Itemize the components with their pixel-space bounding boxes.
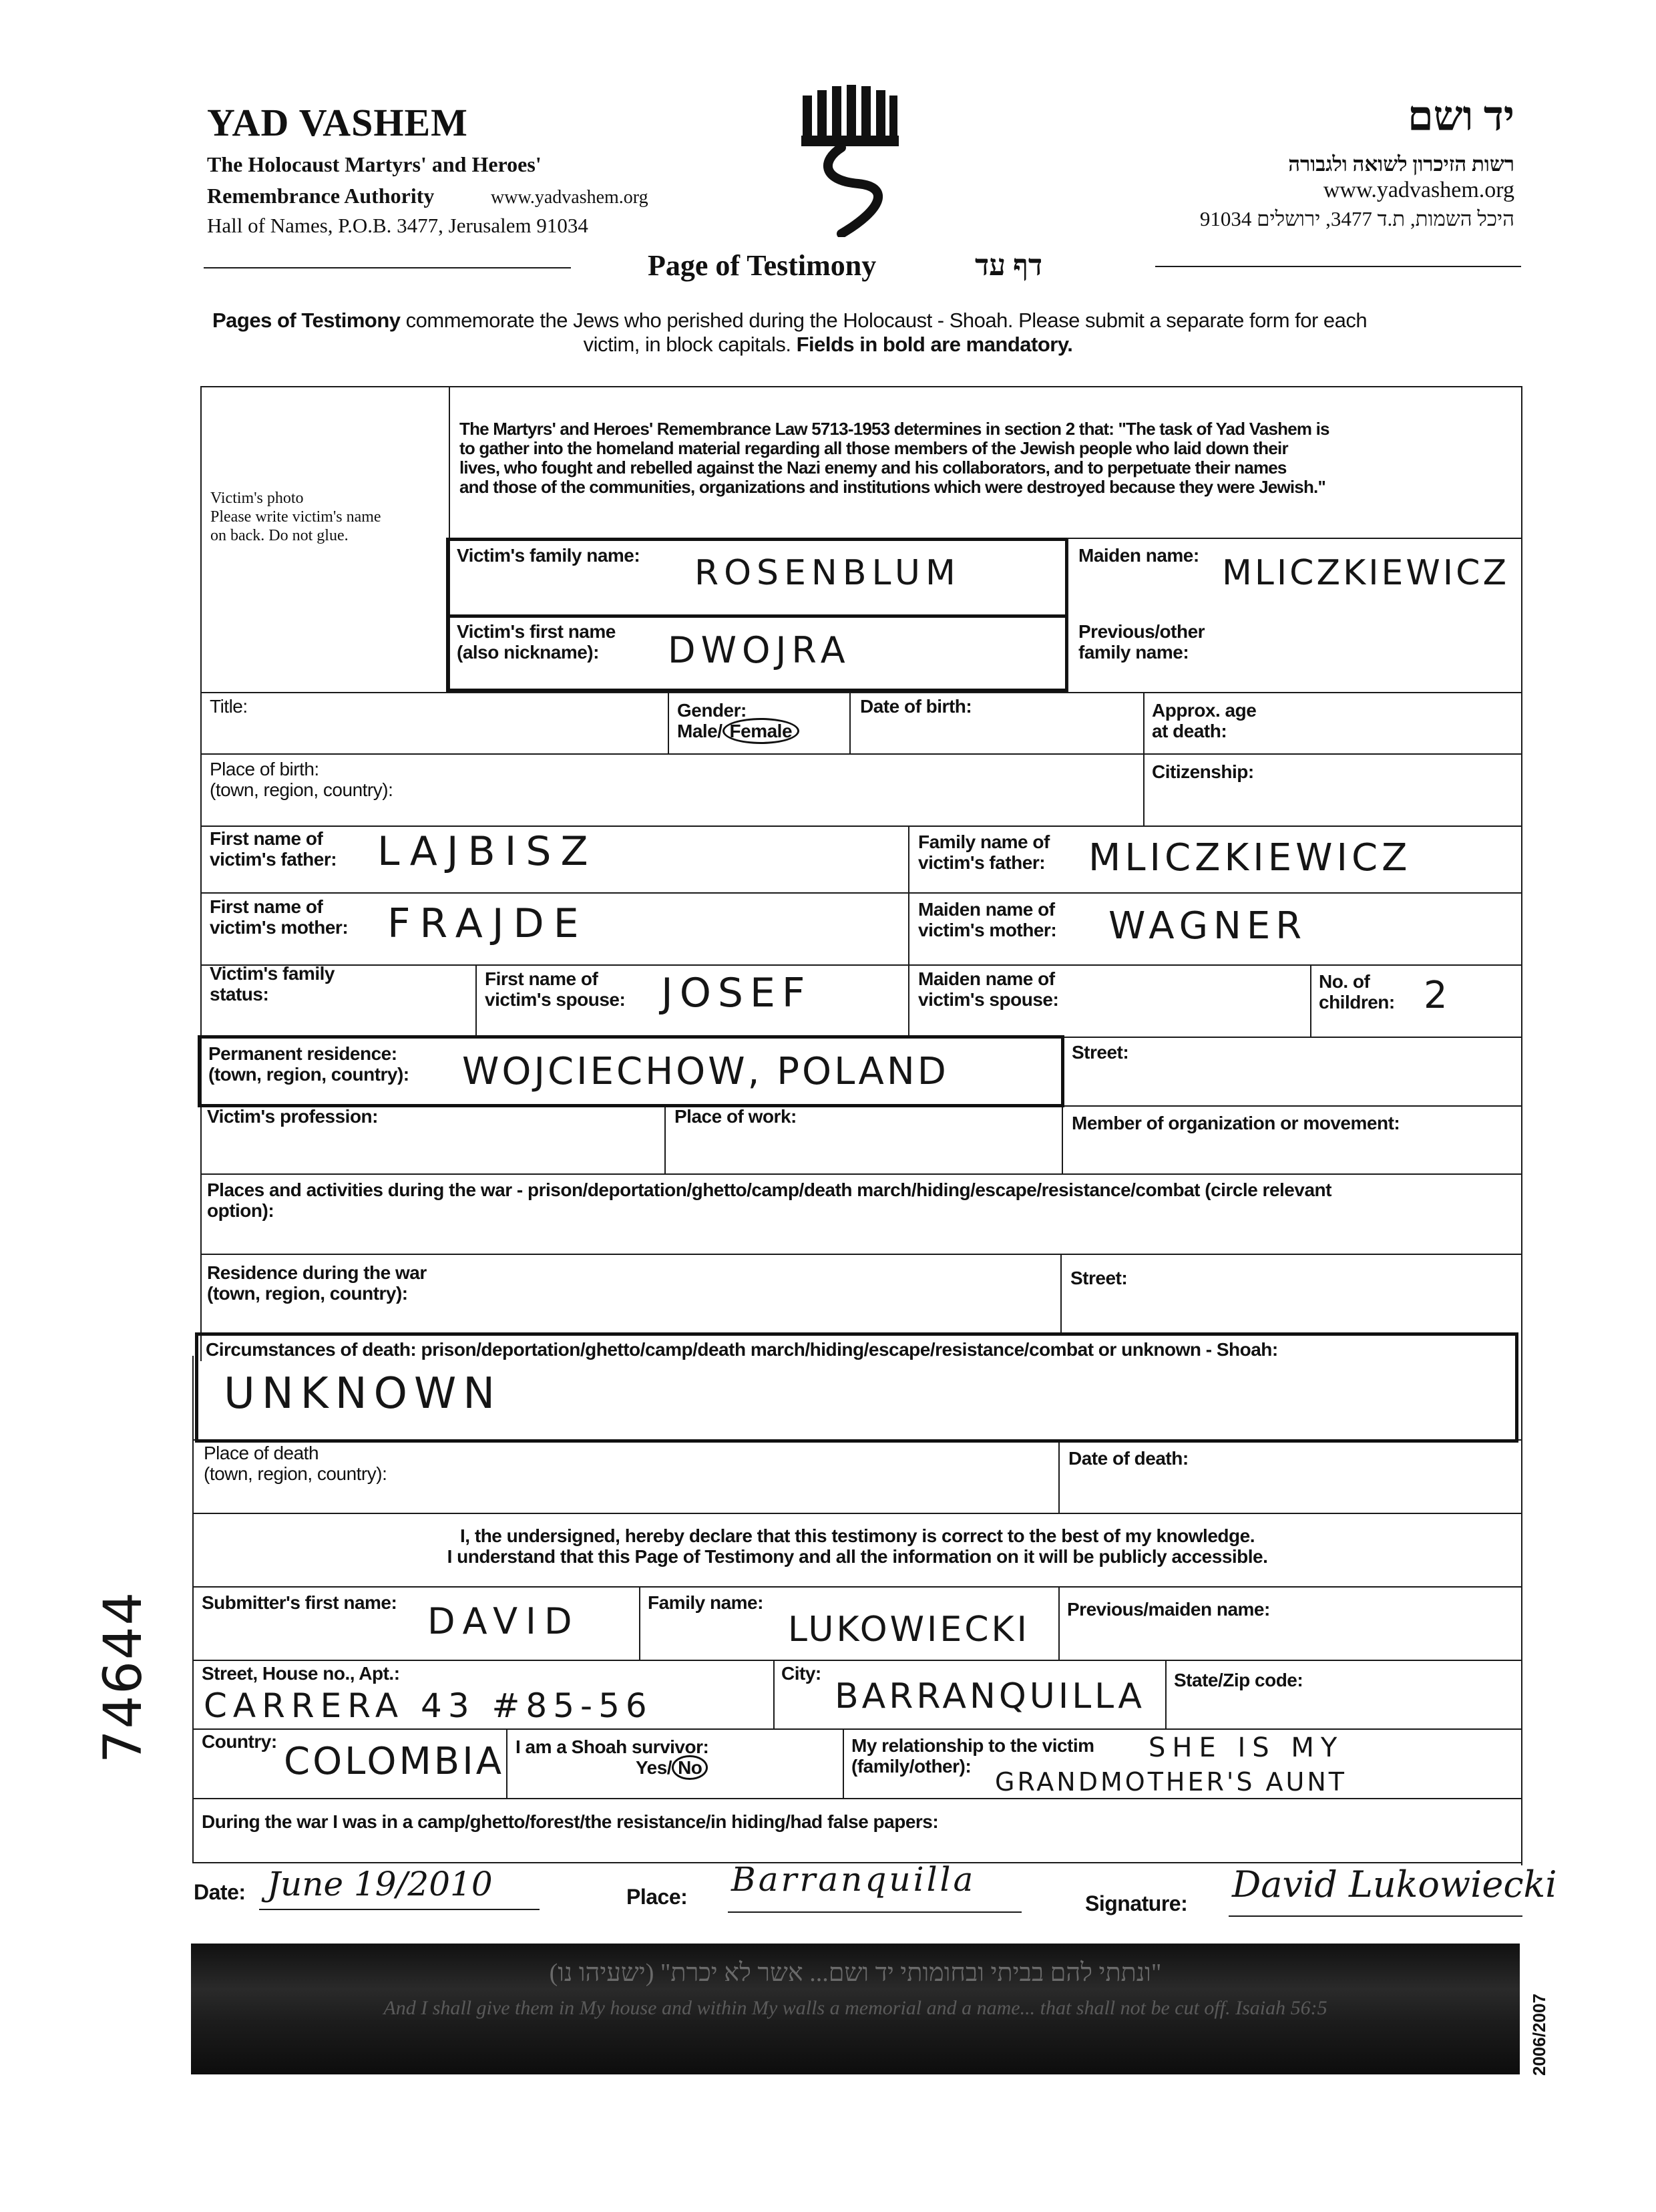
age-label-1: Approx. age — [1152, 700, 1257, 721]
residence-label-2: (town, region, country): — [208, 1064, 409, 1085]
law-line-4: and those of the communities, organizations and institutions which were destroyed because they were Jewish." — [459, 477, 1325, 497]
submitter-div-1 — [639, 1586, 640, 1660]
declaration-line-1: I, the undersigned, hereby declare that this testimony is correct to the best of my knowledge. — [460, 1525, 1255, 1546]
hebrew-website: www.yadvashem.org — [1323, 178, 1514, 202]
row-declaration-top — [194, 1513, 1521, 1514]
father-first-label-1: First name of — [210, 828, 323, 849]
spouse-first-label-2: victim's spouse: — [485, 989, 626, 1010]
street-div-2 — [1165, 1660, 1167, 1730]
submitter-state-label: State/Zip code: — [1174, 1670, 1303, 1690]
intro-line-1 — [212, 309, 1514, 333]
submitter-first-label: Submitter's first name: — [202, 1592, 397, 1613]
father-first-label-2: victim's father: — [210, 849, 337, 870]
frame-left — [200, 386, 202, 1361]
row-father-top — [200, 825, 1521, 827]
father-first-label — [210, 828, 337, 870]
org-subtitle-1: The Holocaust Martyrs' and Heroes' — [207, 152, 542, 176]
profession-label: Victim's profession: — [207, 1106, 378, 1127]
father-family-value[interactable]: MLICZKIEWICZ — [1088, 836, 1412, 880]
pob-label — [210, 759, 393, 800]
submitter-family-label: Family name: — [648, 1592, 763, 1613]
spouse-maiden-label-1: Maiden name of — [918, 968, 1055, 989]
row-mother-top — [200, 892, 1521, 894]
residence-label-1: Permanent residence: — [208, 1043, 397, 1064]
death-divider — [1058, 1439, 1060, 1513]
gender-label: Gender: — [677, 700, 747, 721]
status-divider — [475, 964, 477, 1037]
victim-first-name-value[interactable]: DWOJRA — [668, 629, 851, 671]
war-activities-rest: - prison/deportation/ghetto/camp/death march/hiding/escape/resistance/combat (circle relevant — [511, 1179, 1331, 1200]
children-value[interactable]: 2 — [1424, 974, 1453, 1017]
war-residence-label — [207, 1262, 427, 1304]
family-status-label — [210, 963, 335, 1004]
signature-underline — [1229, 1915, 1522, 1917]
yad-vashem-logo — [795, 83, 901, 237]
survivor-label: I am a Shoah survivor: — [515, 1736, 709, 1757]
dob-label: Date of birth: — [860, 696, 972, 717]
frame-left-lower — [192, 1356, 194, 1863]
children-label-2: children: — [1319, 992, 1395, 1012]
previous-name-label-2: family name: — [1078, 642, 1189, 663]
intro-line-2 — [0, 333, 1656, 357]
member-label: Member of organization or movement: — [1072, 1113, 1400, 1133]
gender-female-circled[interactable]: Female — [722, 718, 800, 744]
survivor-field[interactable] — [515, 1736, 708, 1778]
dob-divider — [1143, 692, 1145, 825]
survivor-no-circled[interactable]: No — [672, 1755, 708, 1780]
frame-top — [200, 386, 1522, 387]
street-div-1 — [773, 1660, 775, 1730]
war-street-label: Street: — [1070, 1268, 1128, 1288]
org-website: www.yadvashem.org — [491, 187, 648, 208]
law-line-2: to gather into the homeland material regarding all those members of the Jewish people who laid down their — [459, 438, 1288, 458]
law-text — [459, 419, 1514, 497]
death-place-label-2: (town, region, country): — [204, 1463, 387, 1484]
family-status-label-2: status: — [210, 984, 269, 1004]
death-circ-value[interactable]: UNKNOWN — [224, 1369, 502, 1419]
children-label-1: No. of — [1319, 971, 1370, 992]
first-name-label-1: Victim's first name — [457, 621, 616, 642]
pob-label-2: (town, region, country): — [210, 779, 393, 800]
victim-family-name-label: Victim's family name: — [457, 545, 640, 566]
form-title: Page of Testimony — [648, 249, 877, 282]
war-activities-rest-2: option): — [207, 1200, 274, 1221]
org-name: YAD VASHEM — [207, 101, 468, 144]
father-family-label — [918, 832, 1050, 873]
maiden-vertical — [1067, 538, 1068, 692]
spouse-first-label — [485, 968, 625, 1010]
children-label — [1319, 971, 1395, 1012]
hebrew-org-subtitle: רשות הזיכרון לשואה ולגבורה — [1288, 152, 1514, 176]
maiden-name-value[interactable]: MLICZKIEWICZ — [1222, 553, 1510, 593]
row-duringwar-top — [194, 1798, 1521, 1799]
margin-number: 74644 — [93, 1590, 154, 1763]
street-bottom-rule — [1062, 1105, 1521, 1107]
header-left-rule — [204, 267, 571, 268]
submitter-street-value[interactable]: CARRERA 43 #85-56 — [204, 1686, 653, 1725]
family-status-label-1: Victim's family — [210, 963, 335, 984]
place-value[interactable]: Barranquilla — [731, 1860, 976, 1899]
residence-value[interactable]: WOJCIECHOW, POLAND — [462, 1050, 949, 1093]
mother-first-value[interactable]: FRAJDE — [387, 900, 588, 947]
submitter-city-label: City: — [781, 1663, 821, 1684]
relationship-label-2: (family/other): — [851, 1756, 972, 1777]
intro-rest: commemorate the Jews who perished during the Holocaust - Shoah. Please submit a separate form for each — [400, 309, 1368, 332]
row-street-top — [194, 1660, 1521, 1661]
photo-label: Victim's photo — [210, 490, 304, 507]
citizenship-label: Citizenship: — [1152, 761, 1254, 782]
spouse-maiden-label — [918, 968, 1058, 1010]
previous-name-label-1: Previous/other — [1078, 621, 1205, 642]
date-label: Date: — [194, 1880, 246, 1904]
submitter-first-value[interactable]: DAVID — [427, 1600, 580, 1642]
submitter-div-2 — [1058, 1586, 1060, 1660]
hebrew-org-name: יד ושם — [1407, 94, 1514, 140]
death-date-label: Date of death: — [1068, 1448, 1189, 1469]
intro-bold: Pages of Testimony — [212, 309, 401, 332]
mother-first-label-2: victim's mother: — [210, 917, 349, 938]
submitter-previous-label: Previous/maiden name: — [1067, 1599, 1270, 1620]
country-div-2 — [843, 1728, 844, 1799]
mother-maiden-value[interactable]: WAGNER — [1108, 904, 1307, 948]
org-subtitle-2: Remembrance Authority — [207, 184, 435, 208]
submitter-city-value[interactable]: BARRANQUILLA — [835, 1676, 1145, 1716]
org-address: Hall of Names, P.O.B. 3477, Jerusalem 91034 — [207, 214, 588, 237]
date-value[interactable]: June 19/2010 — [267, 1865, 493, 1903]
header-right-rule — [1155, 266, 1521, 267]
death-place-label-1: Place of death — [204, 1443, 319, 1463]
row-pob-top — [200, 753, 1521, 755]
relationship-label-1: My relationship to the victim — [851, 1735, 1094, 1756]
age-label — [1152, 700, 1256, 741]
declaration-line-2: I understand that this Page of Testimony and all the information on it will be publicly accessible. — [447, 1546, 1268, 1567]
residence-label — [208, 1043, 409, 1085]
country-div-1 — [506, 1728, 507, 1799]
war-activities-bold: Places and activities during the war — [207, 1179, 512, 1200]
spouse-first-label-1: First name of — [485, 968, 598, 989]
profession-divider — [664, 1105, 666, 1173]
submitter-family-value[interactable]: LUKOWIECKI — [788, 1610, 1030, 1650]
during-war-label: During the war I was in a camp/ghetto/forest/the resistance/in hiding/had false papers: — [202, 1811, 939, 1832]
submitter-country-value[interactable]: COLOMBIA — [284, 1740, 505, 1783]
footer-english-quote: And I shall give them in My house and within My walls a memorial and a name... that shall not be cut off. Isaiah 56:5 — [383, 1997, 1327, 2019]
parent-divider — [908, 825, 909, 1037]
victim-first-name-label — [457, 621, 616, 663]
death-place-label — [204, 1443, 387, 1484]
death-circ-rest: prison/deportation/ghetto/camp/death march/hiding/escape/resistance/combat or unknown - Shoah: — [416, 1339, 1278, 1360]
form-title-hebrew: דף עד — [975, 249, 1043, 282]
footer-banner — [191, 1944, 1520, 2074]
children-divider — [1310, 964, 1311, 1037]
relationship-value-1[interactable]: SHE IS MY — [1149, 1732, 1344, 1763]
age-label-2: at death: — [1152, 721, 1227, 741]
photo-note-2: on back. Do not glue. — [210, 527, 349, 544]
row-country-top — [194, 1728, 1521, 1730]
row-title-top — [200, 692, 1521, 693]
mother-first-label-1: First name of — [210, 896, 323, 917]
intro-mandatory: Fields in bold are mandatory. — [796, 333, 1073, 356]
mother-maiden-label — [918, 899, 1056, 940]
law-line-1: The Martyrs' and Heroes' Remembrance Law 5713-1953 determines in section 2 that: "The task of Yad Vashem is — [459, 419, 1329, 439]
title-label: Title: — [210, 696, 248, 717]
father-family-label-2: victim's father: — [918, 852, 1046, 873]
mother-maiden-label-1: Maiden name of — [918, 899, 1055, 920]
date-underline — [259, 1909, 540, 1910]
place-underline — [728, 1911, 1022, 1913]
signature-label: Signature: — [1085, 1891, 1188, 1915]
survivor-yes[interactable]: Yes/ — [636, 1757, 672, 1778]
war-residence-label-2: (town, region, country): — [207, 1283, 408, 1304]
declaration — [194, 1525, 1521, 1567]
war-res-divider — [1060, 1254, 1062, 1334]
signature-value[interactable]: David Lukowiecki — [1232, 1863, 1557, 1905]
death-circ-label — [206, 1339, 1514, 1360]
submitter-street-label: Street, House no., Apt.: — [202, 1663, 400, 1684]
title-divider — [668, 692, 669, 753]
footer-hebrew-quote: "ונתתי להם בביתי ובחומותי יד ושם... אשר לא יכרת" (ישעיהו נו) — [549, 1959, 1162, 1987]
spouse-maiden-label-2: victim's spouse: — [918, 989, 1059, 1010]
war-activities-label — [207, 1179, 1516, 1221]
death-circ-bold: Circumstances of death: — [206, 1339, 417, 1360]
war-residence-label-1: Residence during the war — [207, 1262, 427, 1283]
mother-maiden-label-2: victim's mother: — [918, 920, 1057, 940]
father-first-value[interactable]: LAJBISZ — [377, 828, 598, 875]
row-status-top — [200, 964, 1521, 966]
gender-male[interactable]: Male/ — [677, 721, 722, 741]
photo-box[interactable] — [210, 489, 444, 545]
form-code: 2006/2007 — [1529, 1994, 1549, 2076]
row-war-res-top — [200, 1254, 1521, 1255]
row-activities-top — [200, 1173, 1521, 1175]
victim-family-name-value[interactable]: ROSENBLUM — [694, 553, 961, 593]
previous-name-label — [1078, 621, 1205, 663]
hebrew-address: היכל השמות, ת.ד 3477, ירושלים 91034 — [1199, 207, 1514, 230]
place-label: Place: — [626, 1885, 688, 1909]
gender-field[interactable] — [677, 700, 799, 741]
gender-divider — [849, 692, 851, 753]
spouse-first-value[interactable]: JOSEF — [661, 970, 812, 1017]
law-line-3: lives, who fought and rebelled against the Nazi enemy and his collaborators, and to perpetuate their names — [459, 457, 1287, 478]
first-name-label-2: (also nickname): — [457, 642, 599, 663]
relationship-value-2[interactable]: GRANDMOTHER'S AUNT — [995, 1767, 1347, 1797]
pob-label-1: Place of birth: — [210, 759, 319, 779]
father-family-label-1: Family name of — [918, 832, 1050, 852]
row-submitter-top — [194, 1586, 1521, 1588]
intro-rest-2: victim, in block capitals. — [583, 333, 797, 356]
frame-right — [1521, 386, 1522, 1865]
submitter-country-label: Country: — [202, 1731, 277, 1752]
photo-note-1: Please write victim's name — [210, 508, 381, 526]
mother-first-label — [210, 896, 348, 938]
maiden-name-label: Maiden name: — [1078, 545, 1199, 566]
street-label: Street: — [1072, 1042, 1129, 1063]
workplace-label: Place of work: — [674, 1106, 797, 1127]
